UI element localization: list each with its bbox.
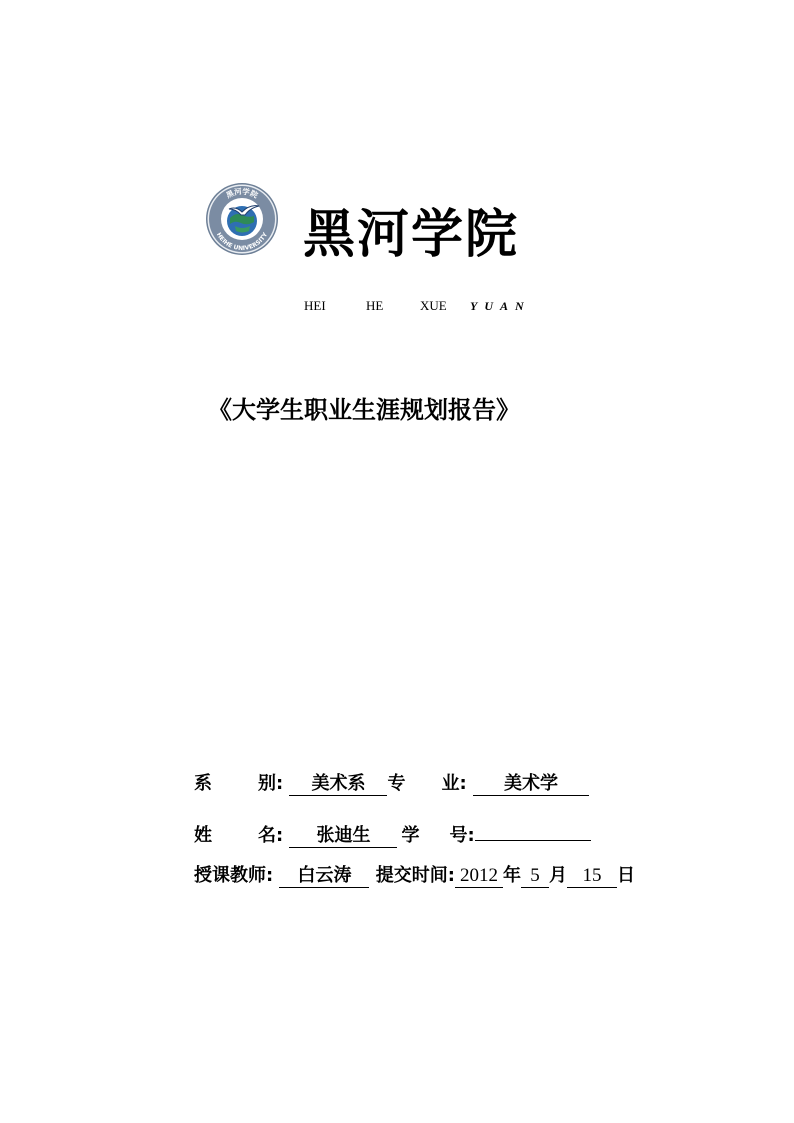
department-value: 美术系 (289, 773, 387, 796)
school-pinyin-4: YUAN (470, 299, 531, 313)
school-pinyin-2: HE (366, 298, 384, 313)
name-label-2: 名: (258, 825, 284, 846)
university-logo (205, 182, 279, 256)
major-label-2: 业: (441, 773, 467, 794)
name-label-1: 姓 (194, 825, 212, 846)
teacher-label: 授课教师: (194, 865, 274, 886)
student-id-label-2: 号: (449, 825, 475, 846)
school-pinyin-1: HEI (304, 298, 326, 313)
student-id-value (475, 818, 591, 841)
submit-label: 提交时间: (375, 865, 455, 886)
teacher-date-row (194, 864, 635, 888)
day-value: 15 (567, 865, 617, 888)
logo-bottom-text: HEIHE UNIVERSITY (214, 231, 270, 253)
department-label-2: 别: (258, 773, 284, 794)
name-studentid-row (194, 818, 591, 848)
name-value: 张迪生 (289, 825, 397, 848)
school-name: 黑河学院 (303, 205, 520, 265)
major-value: 美术学 (473, 773, 589, 796)
teacher-value: 白云涛 (279, 865, 369, 888)
month-value: 5 (521, 865, 549, 888)
department-label-1: 系 (194, 773, 212, 794)
year-value: 2012 (455, 865, 503, 888)
logo-top-text: 黑河学院 (224, 186, 260, 200)
month-label: 月 (548, 865, 567, 886)
report-title: 《大学生职业生涯规划报告》 (208, 396, 520, 424)
major-label-1: 专 (387, 773, 406, 794)
school-pinyin-3: XUE (420, 298, 447, 313)
year-label: 年 (502, 865, 521, 886)
department-major-row (194, 772, 589, 796)
day-label: 日 (616, 865, 635, 886)
student-id-label-1: 学 (401, 825, 420, 846)
